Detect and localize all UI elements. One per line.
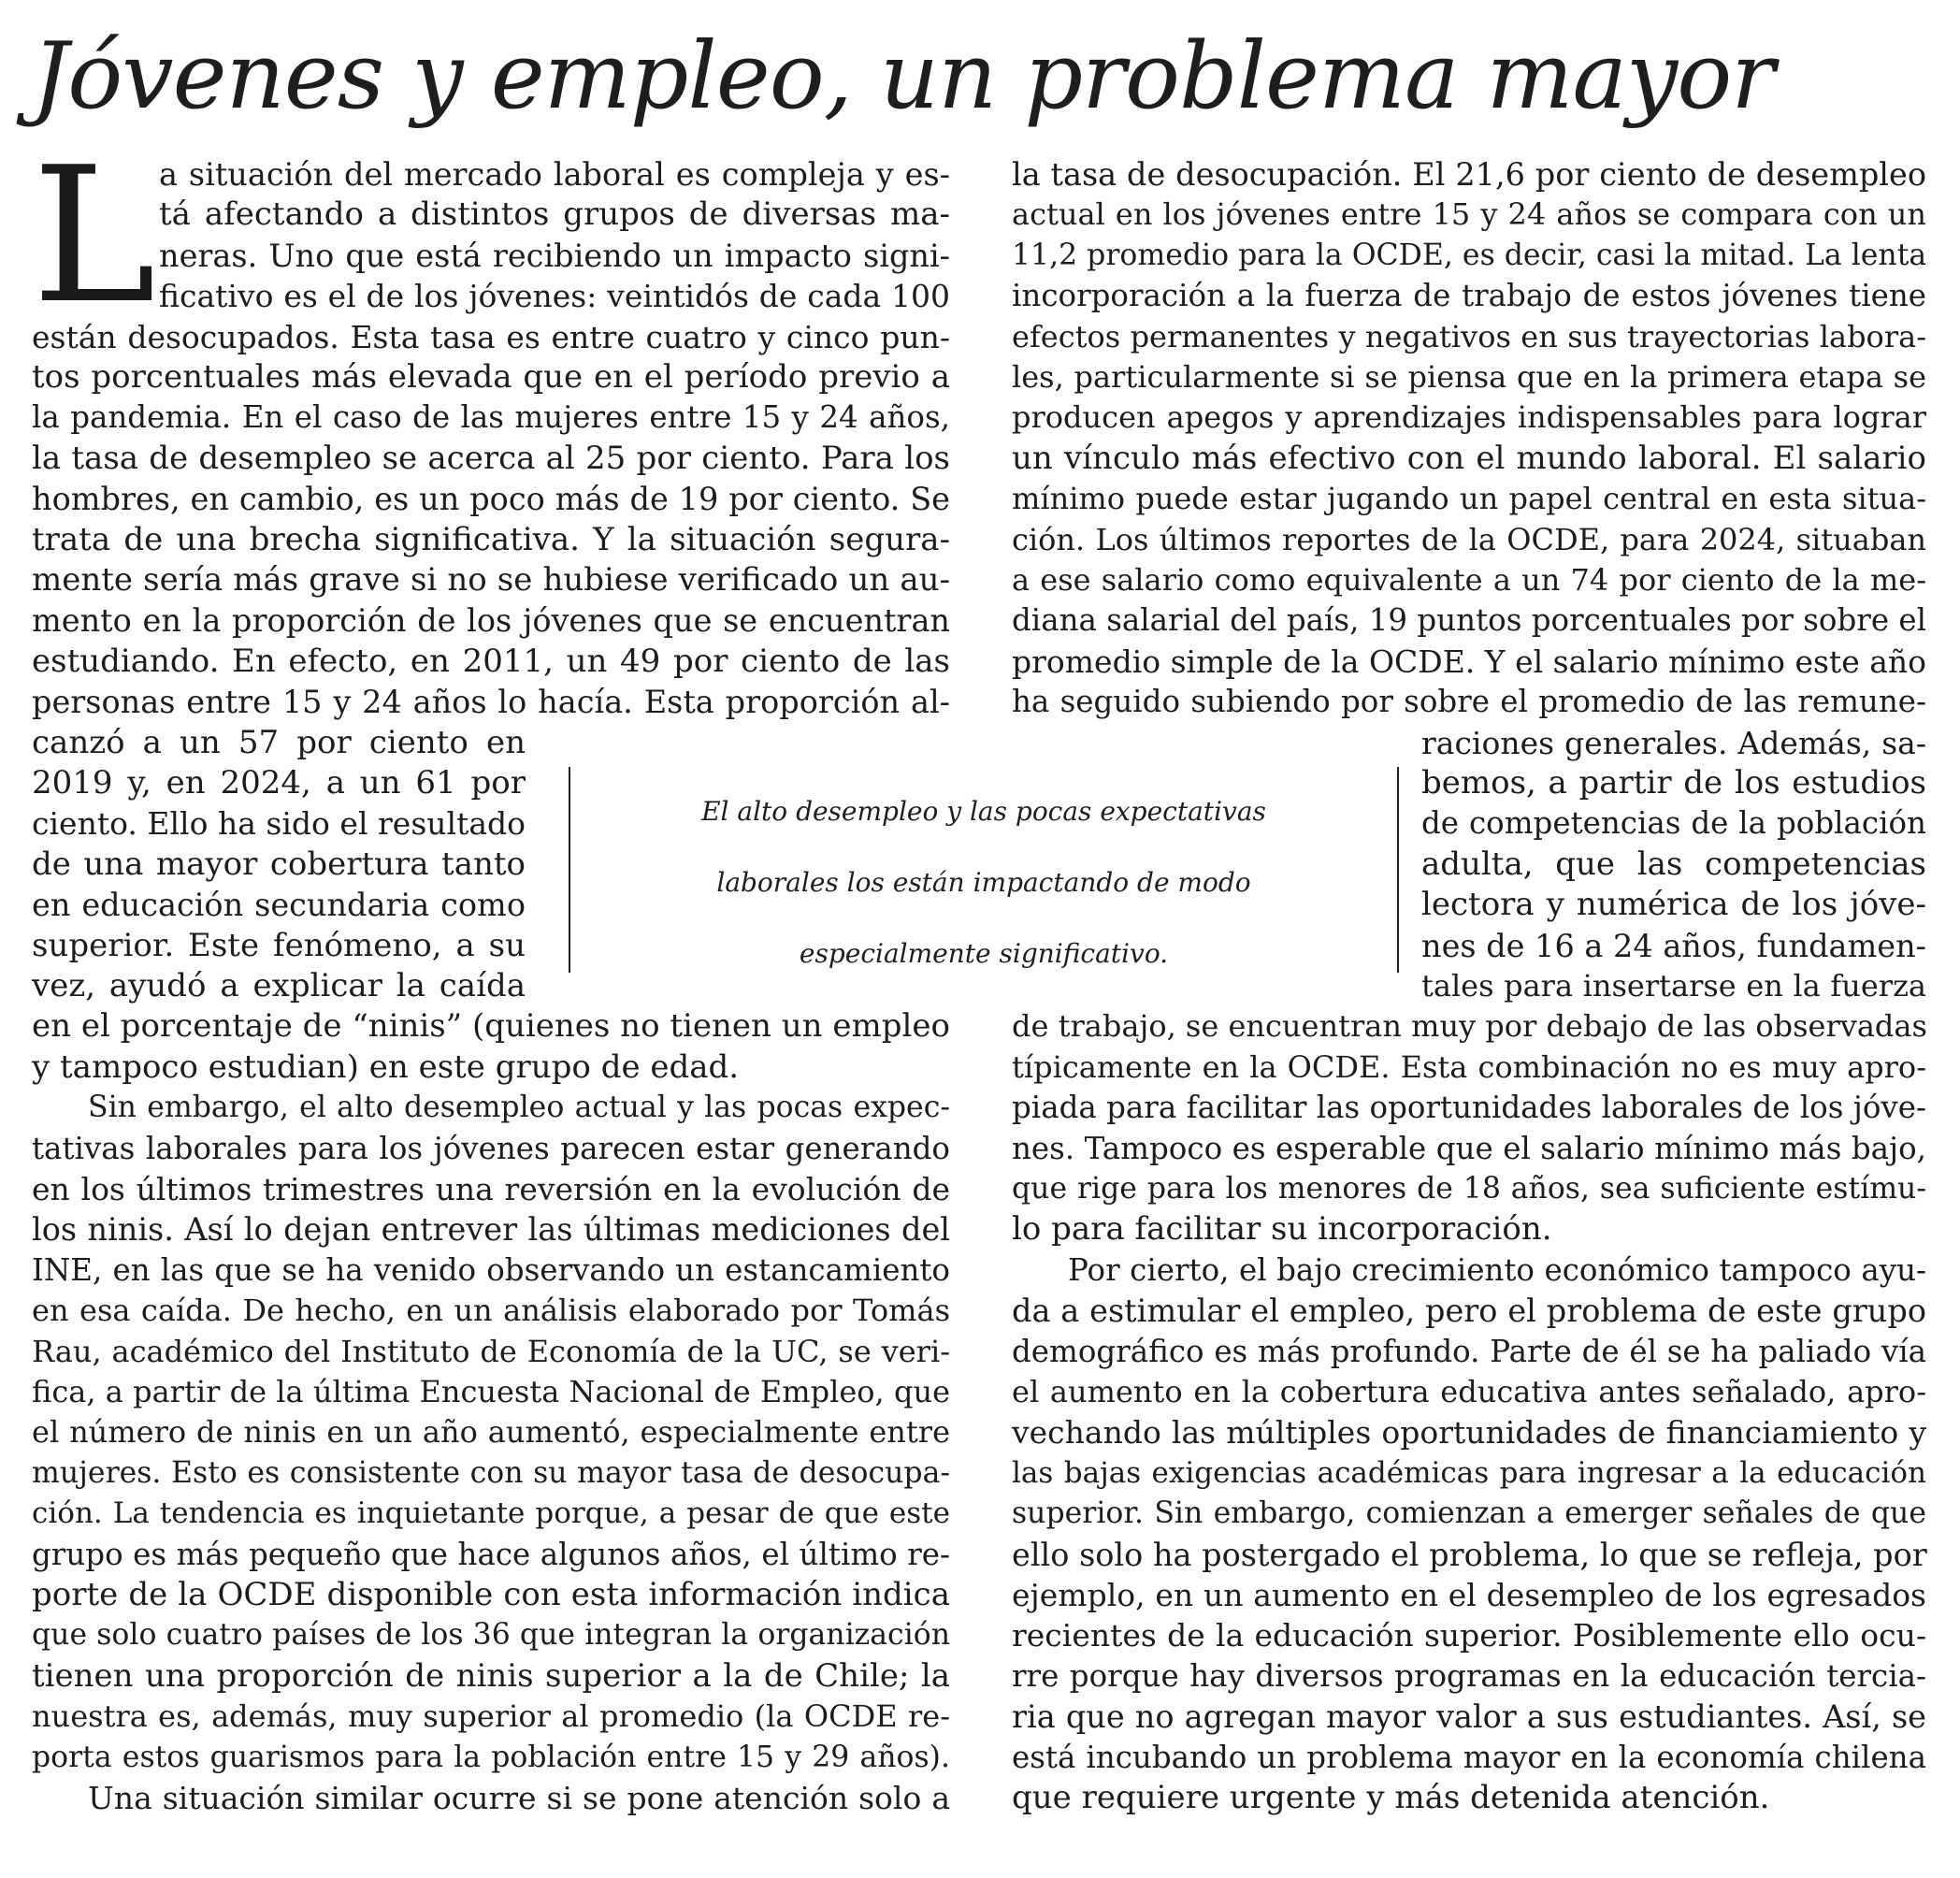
- left-column-top: [159, 154, 950, 317]
- text-line: estudiando. En efecto, en 2011, un 49 por ciento de las: [32, 642, 950, 680]
- text-line: ha seguido subiendo por sobre el promedio de las remune-: [1012, 684, 1926, 720]
- pull-quote: [569, 767, 1399, 973]
- right-column-top: [1012, 154, 1926, 723]
- text-line: en el porcentaje de “ninis” (quienes no tienen un empleo: [32, 1007, 950, 1046]
- text-line: de trabajo, se encuentran muy por debajo de las observadas: [1012, 1008, 1927, 1045]
- left-column-narrow: [32, 723, 526, 1007]
- text-line: canzó a un 57 por ciento en: [32, 723, 526, 761]
- text-line: el aumento en la cobertura educativa antes señalado, apro-: [1012, 1374, 1926, 1410]
- text-line: las bajas exigencias académicas para ingresar a la educación: [1012, 1455, 1926, 1490]
- text-line: vez, ayudó a explicar la caída: [32, 967, 526, 1005]
- text-line: tienen una proporción de ninis superior a la de Chile; la: [32, 1656, 950, 1695]
- text-line: vechando las múltiples oportunidades de financiamiento y: [1012, 1414, 1926, 1452]
- text-line: y tampoco estudian) en este grupo de edad.: [32, 1047, 740, 1086]
- text-line: hombres, en cambio, es un poco más de 19 por ciento. Se: [32, 481, 950, 518]
- text-line: ejemplo, en un aumento en el desempleo de los egresados: [1012, 1577, 1926, 1614]
- text-line: trata de una brecha significativa. Y la situación segura-: [32, 520, 950, 558]
- text-line: que requiere urgente y más detenida atención.: [1012, 1779, 1770, 1817]
- text-line: a situación del mercado laboral es compleja y es-: [159, 156, 950, 193]
- text-line: tá afectando a distintos grupos de diversas ma-: [159, 195, 950, 234]
- text-line: mujeres. Esto es consistente con su mayor tasa de desocupa-: [32, 1455, 950, 1490]
- text-line: producen apegos y aprendizajes indispensables para lograr: [1012, 399, 1926, 436]
- text-line: ción. Los últimos reportes de la OCDE, para 2024, situaban: [1012, 521, 1926, 557]
- text-line: que rige para los menores de 18 años, sea suficiente estímu-: [1012, 1172, 1926, 1206]
- right-column-wide: [1012, 1006, 1926, 1818]
- text-line: el número de ninis en un año aumentó, especialmente entre: [32, 1414, 950, 1451]
- left-column-main: [32, 317, 950, 723]
- text-line: nes de 16 a 24 años, fundamen-: [1421, 927, 1926, 964]
- text-line: efectos permanentes y negativos en sus trayectorias labora-: [1012, 318, 1926, 354]
- text-line: de una mayor cobertura tanto: [32, 845, 526, 883]
- text-line: Sin embargo, el alto desempleo actual y las pocas expec-: [88, 1091, 950, 1125]
- text-line: 11,2 promedio para la OCDE, es decir, casi la mitad. La lenta: [1012, 238, 1927, 272]
- text-line: 2019 y, en 2024, a un 61 por: [32, 764, 526, 802]
- text-line: lo para facilitar su incorporación.: [1012, 1210, 1552, 1249]
- pull-quote-line: laborales los están impactando de modo: [716, 867, 1251, 898]
- text-line: superior. Este fenómeno, a su: [32, 926, 526, 964]
- text-line: piada para facilitar las oportunidades laborales de los jóve-: [1012, 1090, 1926, 1126]
- text-line: lectora y numérica de los jóve-: [1421, 886, 1926, 924]
- text-line: típicamente en la OCDE. Esta combinación no es muy apro-: [1012, 1048, 1926, 1085]
- text-line: de competencias de la población: [1421, 805, 1926, 842]
- text-line: rre porque hay diversos programas en la educación tercia-: [1012, 1657, 1926, 1694]
- text-line: Una situación similar ocurre si se pone atención solo a: [88, 1780, 950, 1817]
- text-line: les, particularmente si se piensa que en la primera etapa se: [1012, 359, 1926, 396]
- text-line: mente sería más grave si no se hubiese verificado un au-: [32, 561, 950, 600]
- text-line: están desocupados. Esta tasa es entre cuatro y cinco pun-: [32, 318, 950, 355]
- pull-quote-line: especialmente significativo.: [799, 938, 1169, 969]
- text-line: en educación secundaria como: [32, 887, 526, 924]
- text-line: tales para insertarse en la fuerza: [1421, 968, 1926, 1004]
- article-title: Jóvenes y empleo, un problema mayor: [32, 23, 1775, 130]
- text-line: tativas laborales para los jóvenes parecen estar generando: [32, 1130, 950, 1166]
- text-line: porte de la OCDE disponible con esta información indica: [32, 1576, 950, 1614]
- text-line: porta estos guarismos para la población entre 15 y 29 años).: [32, 1740, 950, 1774]
- text-line: tos porcentuales más elevada que en el período previo a: [32, 358, 950, 396]
- text-line: en los últimos trimestres una reversión en la evolución de: [32, 1171, 950, 1208]
- drop-cap: L: [32, 127, 156, 345]
- text-line: ria que no agregan mayor valor a sus estudiantes. Así, se: [1012, 1698, 1926, 1736]
- text-line: un vínculo más efectivo con el mundo laboral. El salario: [1012, 439, 1926, 477]
- text-line: a ese salario como equivalente a un 74 por ciento de la me-: [1012, 562, 1926, 599]
- text-line: ción. La tendencia es inquietante porque, a pesar de que este: [32, 1496, 950, 1531]
- text-line: ciento. Ello ha sido el resultado: [32, 805, 526, 843]
- text-line: ello solo ha postergado el problema, lo que se refleja, por: [1012, 1536, 1927, 1573]
- text-line: está incubando un problema mayor en la economía chilena: [1012, 1739, 1926, 1775]
- text-line: adulta, que las competencias: [1421, 845, 1926, 883]
- text-line: la tasa de desocupación. El 21,6 por ciento de desempleo: [1012, 156, 1926, 193]
- text-line: ficativo es el de los jóvenes: veintidós de cada 100: [159, 278, 950, 315]
- text-line: diana salarial del país, 19 puntos porcentuales por sobre el: [1012, 602, 1927, 639]
- text-line: los ninis. Así lo dejan entrever las últimas mediciones del: [32, 1211, 950, 1249]
- text-line: en esa caída. De hecho, en un análisis elaborado por Tomás: [32, 1293, 950, 1329]
- text-line: neras. Uno que está recibiendo un impacto signi-: [159, 237, 950, 274]
- text-line: que solo cuatro países de los 36 que integran la organización: [32, 1618, 950, 1653]
- text-line: grupo es más pequeño que hace algunos años, el último re-: [32, 1536, 950, 1572]
- left-column-wide: [32, 1006, 950, 1818]
- text-line: demográfico es más profundo. Parte de él se ha paliado vía: [1012, 1333, 1926, 1369]
- text-line: bemos, a partir de los estudios: [1421, 764, 1926, 802]
- text-line: INE, en las que se ha venido observando un estancamiento: [32, 1251, 950, 1288]
- text-line: da a estimular el empleo, pero el problema de este grupo: [1012, 1293, 1926, 1330]
- text-line: raciones generales. Además, sa-: [1421, 724, 1926, 761]
- text-line: Por cierto, el bajo crecimiento económico tampoco ayu-: [1068, 1251, 1926, 1288]
- text-line: nuestra es, además, muy superior al promedio (la OCDE re-: [32, 1698, 950, 1735]
- text-line: mento en la proporción de los jóvenes que se encuentran: [32, 602, 950, 640]
- text-line: actual en los jóvenes entre 15 y 24 años se compara con un: [1012, 196, 1926, 233]
- text-line: nes. Tampoco es esperable que el salario mínimo más bajo,: [1012, 1130, 1926, 1166]
- text-line: recientes de la educación superior. Posiblemente ello ocu-: [1012, 1617, 1926, 1654]
- text-line: la tasa de desempleo se acerca al 25 por ciento. Para los: [32, 439, 950, 477]
- pull-quote-line: El alto desempleo y las pocas expectativas: [701, 796, 1266, 827]
- right-column-narrow: [1421, 723, 1926, 1007]
- text-line: mínimo puede estar jugando un papel central en esta situa-: [1012, 481, 1926, 517]
- text-line: personas entre 15 y 24 años lo hacía. Esta proporción al-: [32, 684, 950, 721]
- text-line: promedio simple de la OCDE. Y el salario mínimo este año: [1012, 643, 1927, 680]
- text-line: incorporación a la fuerza de trabajo de estos jóvenes tiene: [1012, 278, 1926, 314]
- text-line: fica, a partir de la última Encuesta Nacional de Empleo, que: [32, 1374, 950, 1410]
- text-line: Rau, académico del Instituto de Economía de la UC, se veri-: [32, 1333, 950, 1369]
- text-line: superior. Sin embargo, comienzan a emerger señales de que: [1012, 1496, 1926, 1531]
- text-line: la pandemia. En el caso de las mujeres entre 15 y 24 años,: [32, 399, 950, 436]
